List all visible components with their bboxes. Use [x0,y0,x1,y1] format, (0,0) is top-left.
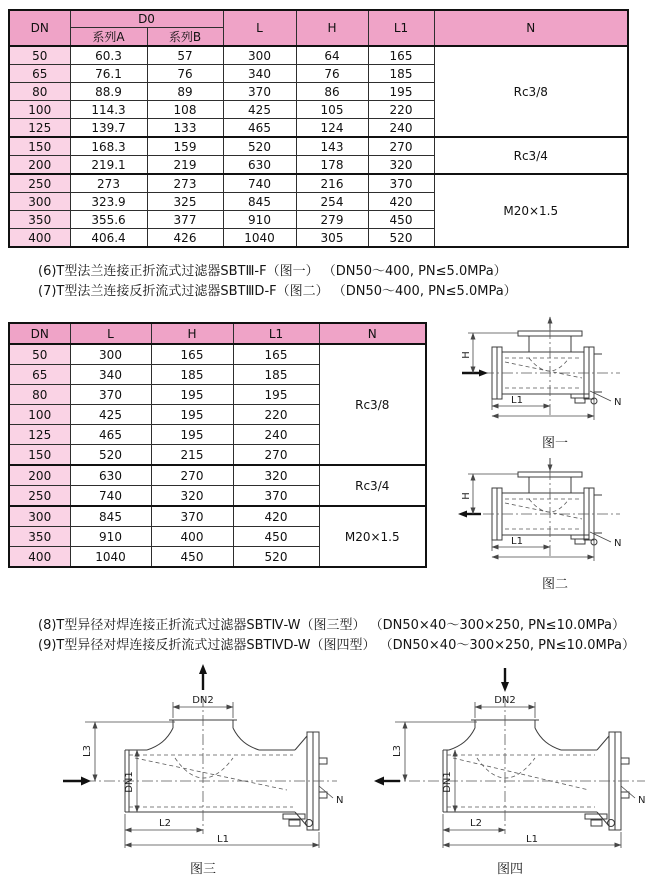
dim-label-dn2: DN2 [192,695,214,706]
figure-2-caption: 图二 [541,577,568,592]
cell-l: 910 [70,527,151,547]
note-line-6: (6)T型法兰连接正折流式过滤器SBTⅢ-F（图一） （DN50～400, PN≤5.0MPa） [38,264,507,279]
cell-b: 219 [147,156,223,175]
dim-label-l2: L2 [159,818,171,829]
cell-l1: 370 [368,174,434,193]
cell-l1: 195 [368,83,434,101]
cell-dn: 100 [9,101,70,119]
col-header-dn: DN [9,10,70,46]
cell-h: 105 [296,101,368,119]
cell-l1: 270 [368,137,434,156]
inlet-flow-arrow-icon [63,777,91,786]
cell-h: 216 [296,174,368,193]
cell-l: 340 [70,365,151,385]
cell-b: 377 [147,211,223,229]
cell-a: 323.9 [70,193,147,211]
table-row [9,137,628,156]
note-line-9: (9)T型异径对焊连接反折流式过滤器SBTⅣD-W（图四型） （DN50×40～300×250, PN≤10.0MPa） [38,638,635,653]
cell-h: 178 [296,156,368,175]
cell-l1: 165 [233,344,319,365]
cell-l: 740 [70,486,151,507]
cell-dn: 400 [9,547,70,568]
notes-butt-weld [38,616,635,656]
outlet-flow-arrow-icon [374,777,400,786]
table-row [9,506,426,527]
figure-1-drawing [455,312,655,424]
dim-label-dn1: DN1 [124,771,135,793]
cell-dn: 200 [9,156,70,175]
dimension-lines [468,474,611,561]
cell-l: 425 [70,405,151,425]
figure-1-caption: 图一 [541,436,568,451]
figure-3-caption: 图三 [189,862,216,877]
cell-a: 273 [70,174,147,193]
dim-label-l1: L1 [511,536,523,547]
cell-dn: 350 [9,211,70,229]
dim-label-l1: L1 [511,395,523,406]
figure-3 [55,662,351,877]
branch-flow-down-arrow-icon [501,668,509,692]
centerlines [483,469,620,559]
cell-h: 254 [296,193,368,211]
cell-dn: 50 [9,344,70,365]
cell-n-connection: M20×1.5 [319,506,426,567]
cell-l: 845 [223,193,296,211]
dim-label-h: H [461,351,472,359]
figure-1 [455,312,655,451]
figure-2 [455,453,655,592]
cell-a: 168.3 [70,137,147,156]
cell-b: 108 [147,101,223,119]
branch-flow-up-arrow-icon [199,664,207,690]
cell-h: 195 [151,405,233,425]
figure-2-drawing [455,453,655,565]
cell-l1: 320 [368,156,434,175]
note-line-7: (7)T型法兰连接反折流式过滤器SBTⅢD-F（图二） （DN50～400, PN≤5.0MPa） [38,284,517,299]
filter-screen-dashed [129,755,293,807]
cell-l: 1040 [223,229,296,248]
table-row [9,465,426,486]
dim-label-dn2: DN2 [494,695,516,706]
cell-dn: 200 [9,465,70,486]
table-row [9,46,628,65]
cell-h: 279 [296,211,368,229]
cell-h: 195 [151,385,233,405]
cell-l: 465 [223,119,296,138]
col-header-n: N [434,10,628,46]
cell-h: 305 [296,229,368,248]
flanged-filter-dimension-table [8,9,629,248]
centerlines [85,696,337,834]
cell-a: 76.1 [70,65,147,83]
col-header-dn: DN [9,323,70,344]
cell-dn: 65 [9,365,70,385]
dim-label-l1: L1 [526,834,538,845]
dim-label-l1: L1 [217,834,229,845]
cell-l1: 270 [233,445,319,466]
cell-l1: 220 [233,405,319,425]
figure-3-drawing [55,662,351,850]
cell-n-connection: Rc3/4 [434,137,628,174]
dim-label-dn1: DN1 [442,771,453,793]
dim-label-n: N [336,795,344,806]
cell-dn: 100 [9,405,70,425]
dim-label-n: N [614,397,622,408]
cell-l: 370 [70,385,151,405]
cell-h: 64 [296,46,368,65]
cell-l1: 520 [368,229,434,248]
cell-l1: 370 [233,486,319,507]
dimension-lines [468,333,611,420]
cell-b: 57 [147,46,223,65]
cell-l1: 420 [368,193,434,211]
cell-b: 426 [147,229,223,248]
col-header-l1: L1 [233,323,319,344]
cell-h: 450 [151,547,233,568]
col-header-h: H [151,323,233,344]
cell-a: 219.1 [70,156,147,175]
cell-l: 630 [223,156,296,175]
col-header-l1: L1 [368,10,434,46]
filter-body-outline [443,720,629,830]
outlet-flow-arrow-icon [458,511,481,518]
cell-dn: 400 [9,229,70,248]
table-row [9,174,628,193]
dim-label-l2: L2 [470,818,482,829]
cell-a: 355.6 [70,211,147,229]
cell-a: 88.9 [70,83,147,101]
dim-label-n: N [614,538,622,549]
col-header-h: H [296,10,368,46]
cell-a: 114.3 [70,101,147,119]
cell-l1: 320 [233,465,319,486]
col-header-series-a: 系列A [70,28,147,47]
note-line-8: (8)T型异径对焊连接正折流式过滤器SBTⅣ-W（图三型） （DN50×40～300×250, PN≤10.0MPa） [38,618,625,633]
cell-dn: 65 [9,65,70,83]
cell-h: 86 [296,83,368,101]
cell-dn: 250 [9,486,70,507]
cell-n-connection: M20×1.5 [434,174,628,247]
cell-l: 520 [70,445,151,466]
cell-dn: 125 [9,119,70,138]
col-header-d0: D0 [70,10,223,28]
centerlines [483,328,620,418]
cell-l1: 185 [233,365,319,385]
table-row [9,344,426,365]
cell-dn: 80 [9,385,70,405]
dim-label-n: N [638,795,646,806]
cell-a: 139.7 [70,119,147,138]
col-header-series-b: 系列B [147,28,223,47]
cell-n-connection: Rc3/4 [319,465,426,506]
cell-dn: 350 [9,527,70,547]
cell-dn: 150 [9,137,70,156]
flanged-baffle-filter-dimension-table [8,322,427,568]
cell-l: 300 [223,46,296,65]
cell-l: 630 [70,465,151,486]
cell-l: 425 [223,101,296,119]
cell-l: 845 [70,506,151,527]
cell-l1: 165 [368,46,434,65]
notes-flanged [38,262,517,302]
cell-l1: 520 [233,547,319,568]
filter-body-outline [125,720,327,830]
cell-b: 133 [147,119,223,138]
cell-l1: 240 [233,425,319,445]
cell-dn: 250 [9,174,70,193]
dim-label-h: H [461,492,472,500]
cell-dn: 300 [9,506,70,527]
figure-4-caption: 图四 [496,862,523,877]
cell-l1: 240 [368,119,434,138]
cell-dn: 80 [9,83,70,101]
col-header-n: N [319,323,426,344]
figure-4-drawing [360,662,657,850]
cell-dn: 150 [9,445,70,466]
cell-h: 185 [151,365,233,385]
cell-b: 76 [147,65,223,83]
cell-dn: 300 [9,193,70,211]
col-header-l: L [70,323,151,344]
cell-a: 406.4 [70,229,147,248]
cell-h: 400 [151,527,233,547]
cell-n-connection: Rc3/8 [319,344,426,465]
cell-l: 340 [223,65,296,83]
cell-b: 273 [147,174,223,193]
cell-h: 143 [296,137,368,156]
cell-l1: 450 [368,211,434,229]
col-header-l: L [223,10,296,46]
cell-h: 270 [151,465,233,486]
inlet-flow-arrow-icon [462,370,488,377]
cell-b: 89 [147,83,223,101]
cell-h: 370 [151,506,233,527]
cell-dn: 50 [9,46,70,65]
dim-label-l3: L3 [82,745,93,757]
cell-h: 215 [151,445,233,466]
dim-label-l3: L3 [392,745,403,757]
cell-l1: 195 [233,385,319,405]
cell-l: 300 [70,344,151,365]
cell-l: 1040 [70,547,151,568]
cell-l1: 450 [233,527,319,547]
cell-h: 76 [296,65,368,83]
centerlines [390,696,645,834]
cell-n-connection: Rc3/8 [434,46,628,137]
cell-b: 159 [147,137,223,156]
cell-dn: 125 [9,425,70,445]
filter-body-outline [492,317,602,404]
cell-l1: 420 [233,506,319,527]
cell-h: 124 [296,119,368,138]
cell-l: 370 [223,83,296,101]
filter-body-outline [492,458,602,545]
cell-l1: 220 [368,101,434,119]
cell-h: 195 [151,425,233,445]
cell-l1: 185 [368,65,434,83]
cell-l: 740 [223,174,296,193]
cell-l: 465 [70,425,151,445]
figure-4 [360,662,657,877]
cell-b: 325 [147,193,223,211]
cell-h: 165 [151,344,233,365]
cell-a: 60.3 [70,46,147,65]
cell-l: 520 [223,137,296,156]
cell-l: 910 [223,211,296,229]
cell-h: 320 [151,486,233,507]
